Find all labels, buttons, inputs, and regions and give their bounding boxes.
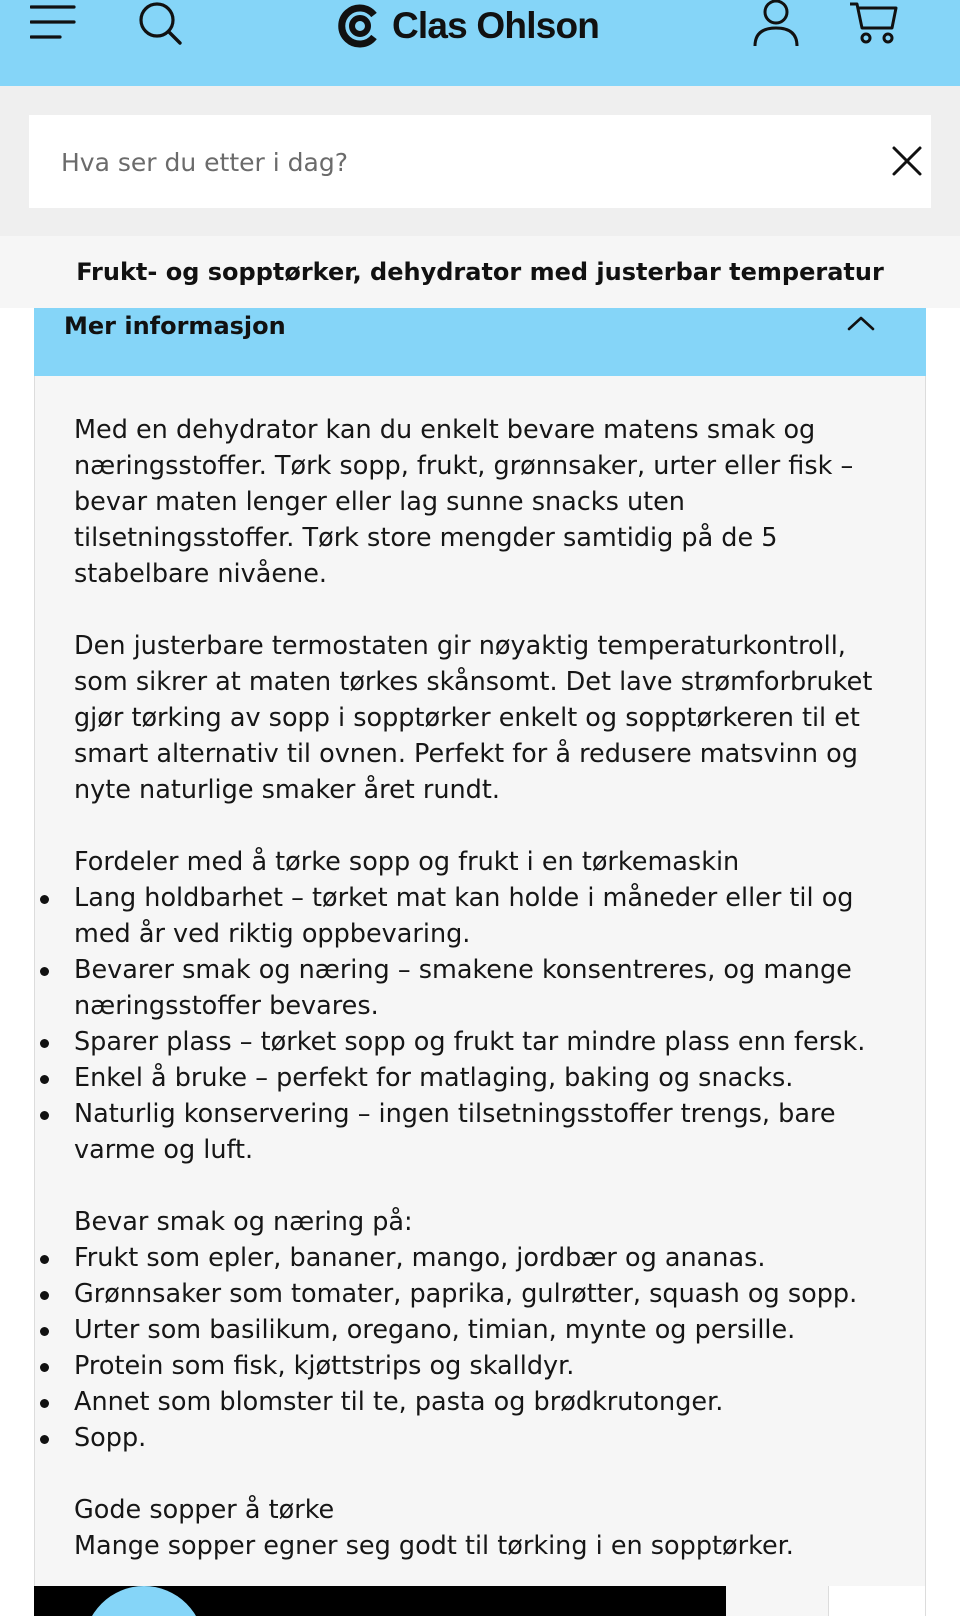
accordion-title: Mer informasjon <box>64 312 286 340</box>
preserve-list <box>74 1240 904 1456</box>
benefits-list <box>74 880 904 1168</box>
accordion-header[interactable] <box>34 308 926 376</box>
list-item: Urter som basilikum, oregano, timian, mynte og persille. <box>74 1312 904 1348</box>
clas-ohlson-logo-icon <box>336 1 382 51</box>
cart-icon[interactable] <box>848 0 900 48</box>
description-paragraph: Den justerbare termostaten gir nøyaktig temperaturkontroll, som sikrer at maten tørkes skånsomt. Det lave strømforbruket gjør tørking av sopp i sopptørker enkelt og sopptørkeren til et smart alternativ til ovnen. Perfekt for å redusere matsvinn og nyte naturlige smaker året rundt. <box>74 631 873 805</box>
site-header <box>0 0 960 86</box>
preserve-heading: Bevar smak og næring på: <box>74 1207 413 1237</box>
chevron-up-icon[interactable] <box>846 314 876 334</box>
list-item: Grønnsaker som tomater, paprika, gulrøtter, squash og sopp. <box>74 1276 904 1312</box>
list-item: Sopp. <box>74 1420 904 1456</box>
list-item: Frukt som epler, bananer, mango, jordbær og ananas. <box>74 1240 904 1276</box>
product-title-bar <box>0 236 960 308</box>
benefits-heading: Fordeler med å tørke sopp og frukt i en tørkemaskin <box>74 847 740 877</box>
close-icon[interactable] <box>889 143 925 179</box>
search-input[interactable] <box>59 137 843 187</box>
list-item: Annet som blomster til te, pasta og brødkrutonger. <box>74 1384 904 1420</box>
product-description <box>74 412 904 1564</box>
mushrooms-heading: Gode sopper å tørke <box>74 1495 335 1525</box>
description-paragraph: Med en dehydrator kan du enkelt bevare matens smak og næringsstoffer. Tørk sopp, frukt, grønnsaker, urter eller fisk – bevar maten lenger eller lag sunne snacks uten tilsetningsstoffer. Tørk store mengder samtidig på de 5 stabelbare nivåene. <box>74 415 854 589</box>
search-area <box>0 86 960 236</box>
menu-icon[interactable] <box>30 4 76 40</box>
list-item: Sparer plass – tørket sopp og frukt tar mindre plass enn fersk. <box>74 1024 904 1060</box>
list-item: Bevarer smak og næring – smakene konsentreres, og mange næringsstoffer bevares. <box>74 952 904 1024</box>
list-item: Lang holdbarhet – tørket mat kan holde i måneder eller til og med år ved riktig oppbevaring. <box>74 880 904 952</box>
list-item: Protein som fisk, kjøttstrips og skalldyr. <box>74 1348 904 1384</box>
list-item: Naturlig konservering – ingen tilsetningsstoffer trengs, bare varme og luft. <box>74 1096 904 1168</box>
mushrooms-text: Mange sopper egner seg godt til tørking i en sopptørker. <box>74 1531 794 1561</box>
brand-name: Clas Ohlson <box>392 5 600 46</box>
list-item: Enkel å bruke – perfekt for matlaging, baking og snacks. <box>74 1060 904 1096</box>
search-box <box>29 115 931 208</box>
clas-ohlson-logo[interactable] <box>336 0 599 52</box>
search-icon[interactable] <box>138 0 184 46</box>
user-icon[interactable] <box>752 0 800 48</box>
product-title: Frukt- og sopptørker, dehydrator med justerbar temperatur <box>76 258 884 286</box>
